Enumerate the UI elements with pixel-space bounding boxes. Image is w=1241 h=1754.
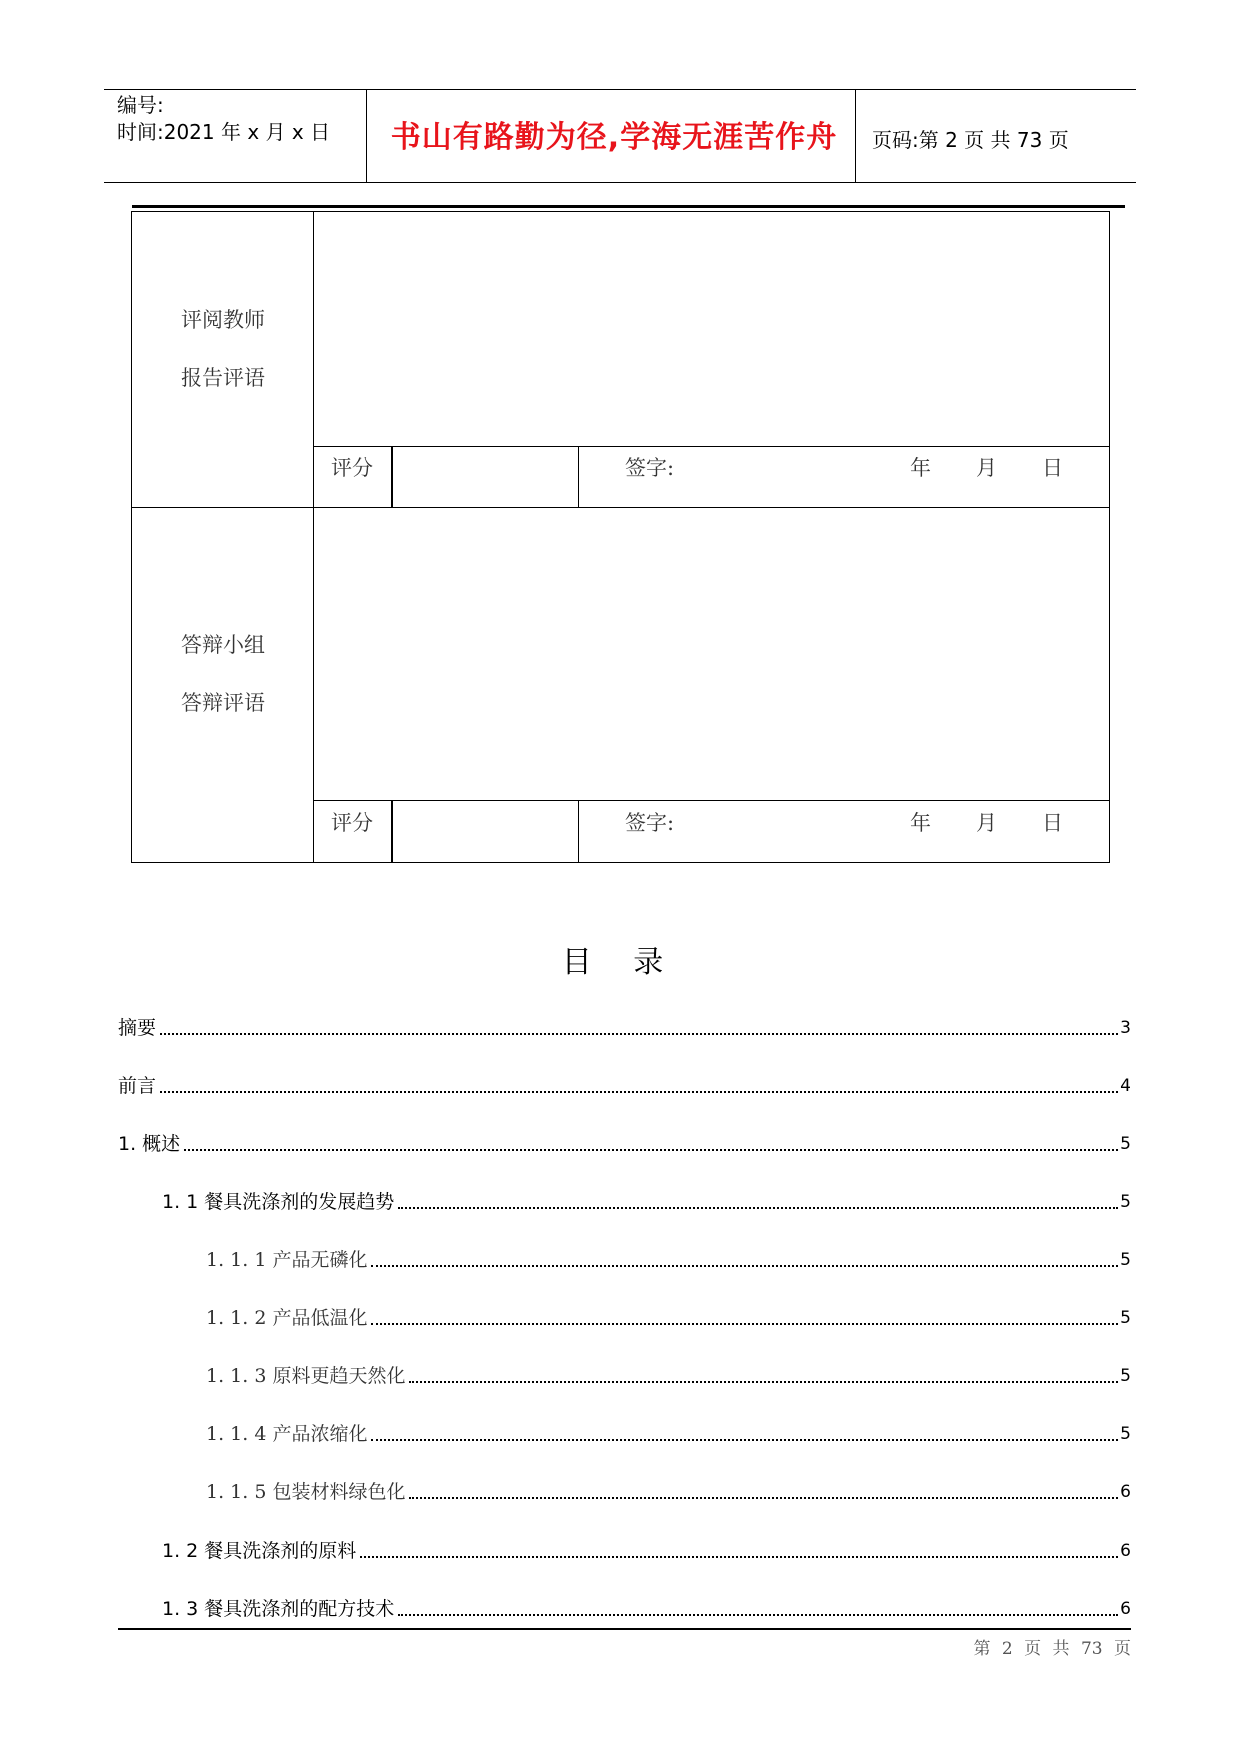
toc-dot-leader [360, 1556, 1118, 1558]
toc-entry-page: 5 [1120, 1366, 1131, 1386]
toc-dot-leader [184, 1149, 1118, 1151]
toc-dot-leader [371, 1323, 1118, 1325]
score-row-divider-2 [313, 800, 1110, 801]
table-top-rule [132, 205, 1125, 208]
signature-label-2: 签字: [625, 811, 675, 835]
toc-entry-text: 1. 1. 3 原料更趋天然化 [206, 1365, 406, 1387]
toc-dot-leader [409, 1497, 1118, 1499]
toc-entry-page: 3 [1120, 1018, 1131, 1038]
toc-dot-leader [398, 1614, 1118, 1616]
day-label-2: 日 [1042, 811, 1063, 835]
toc-entry-page: 6 [1120, 1482, 1131, 1502]
toc-dot-leader [371, 1265, 1118, 1267]
header-time: 时间:2021 年 x 月 x 日 [117, 120, 331, 144]
score-label-1: 评分 [331, 456, 373, 480]
toc-entry-1-1-2[interactable] [206, 1300, 1131, 1330]
month-label-1: 月 [976, 456, 997, 480]
toc-entry-text: 1. 1. 1 产品无磷化 [206, 1249, 368, 1271]
toc-dot-leader [371, 1439, 1118, 1441]
score-label-2: 评分 [331, 811, 373, 835]
header-page-number: 页码:第 2 页 共 73 页 [872, 128, 1069, 152]
toc-entry-text: 1. 1 餐具洗涤剂的发展趋势 [162, 1191, 395, 1213]
score-row-divider-1 [313, 446, 1110, 447]
toc-entry-page: 5 [1120, 1134, 1131, 1154]
toc-entry-preface[interactable] [118, 1068, 1131, 1098]
toc-entry-text: 1. 3 餐具洗涤剂的配方技术 [162, 1598, 395, 1620]
toc-entry-abstract[interactable] [118, 1010, 1131, 1040]
score-cell-divider-1a [391, 446, 393, 507]
toc-entry-text: 1. 1. 2 产品低温化 [206, 1307, 368, 1329]
toc-entry-overview[interactable] [118, 1126, 1131, 1156]
toc-title: 目 录 [561, 945, 680, 980]
toc-entry-page: 5 [1120, 1250, 1131, 1270]
year-label-1: 年 [910, 456, 931, 480]
toc-entry-1-2[interactable] [162, 1533, 1131, 1563]
header-motto: 书山有路勤为径,学海无涯苦作舟 [390, 120, 838, 155]
toc-entry-1-1-4[interactable] [206, 1416, 1131, 1446]
table-row-divider [131, 507, 1110, 508]
table-label-column-divider [313, 211, 314, 863]
footer-rule [118, 1628, 1131, 1630]
toc-entry-text: 1. 概述 [118, 1133, 181, 1155]
defense-label-1: 答辩小组 [181, 633, 265, 657]
footer-page-number: 第 2 页 共 73 页 [973, 1639, 1131, 1659]
toc-entry-page: 6 [1120, 1541, 1131, 1561]
header-top-rule [104, 89, 1136, 90]
year-label-2: 年 [910, 811, 931, 835]
toc-entry-page: 5 [1120, 1424, 1131, 1444]
day-label-1: 日 [1042, 456, 1063, 480]
toc-entry-page: 5 [1120, 1308, 1131, 1328]
defense-label-2: 答辩评语 [181, 691, 265, 715]
month-label-2: 月 [976, 811, 997, 835]
toc-entry-page: 6 [1120, 1599, 1131, 1619]
toc-entry-1-3[interactable] [162, 1591, 1131, 1621]
header-divider-left [366, 89, 367, 182]
toc-dot-leader [160, 1091, 1118, 1093]
score-cell-divider-2a [391, 800, 393, 863]
toc-dot-leader [398, 1207, 1118, 1209]
toc-dot-leader [409, 1381, 1118, 1383]
toc-entry-1-1-5[interactable] [206, 1474, 1131, 1504]
toc-entry-1-1[interactable] [162, 1184, 1131, 1214]
score-cell-divider-1b [578, 446, 579, 507]
toc-entry-1-1-3[interactable] [206, 1358, 1131, 1388]
toc-dot-leader [160, 1033, 1118, 1035]
toc-entry-text: 摘要 [118, 1017, 157, 1039]
header-number: 编号: [117, 93, 164, 117]
signature-label-1: 签字: [625, 456, 675, 480]
toc-entry-1-1-1[interactable] [206, 1242, 1131, 1272]
header-bottom-rule [104, 182, 1136, 183]
teacher-review-label-2: 报告评语 [181, 366, 265, 390]
toc-entry-text: 1. 2 餐具洗涤剂的原料 [162, 1540, 357, 1562]
toc-entry-text: 1. 1. 4 产品浓缩化 [206, 1423, 368, 1445]
toc-entry-text: 前言 [118, 1075, 157, 1097]
score-cell-divider-2b [578, 800, 579, 863]
toc-entry-text: 1. 1. 5 包装材料绿色化 [206, 1481, 406, 1503]
toc-entry-page: 4 [1120, 1076, 1131, 1096]
teacher-review-label-1: 评阅教师 [181, 308, 265, 332]
toc-entry-page: 5 [1120, 1192, 1131, 1212]
